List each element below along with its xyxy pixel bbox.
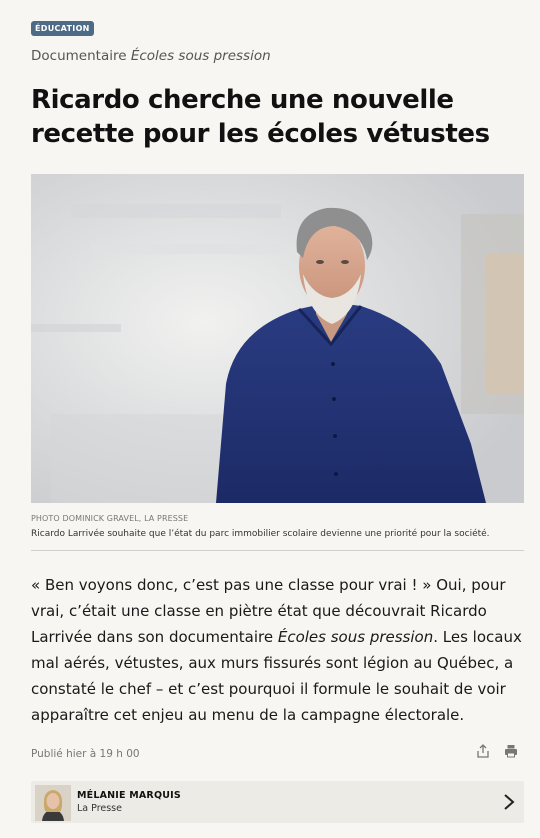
author-card[interactable] bbox=[31, 781, 524, 823]
chevron-right-icon[interactable] bbox=[502, 792, 516, 812]
kicker-title: Écoles sous pression bbox=[130, 48, 271, 64]
kicker bbox=[31, 48, 271, 64]
share-icon[interactable] bbox=[475, 743, 491, 759]
print-icon[interactable] bbox=[503, 743, 519, 759]
photo-caption: Ricardo Larrivée souhaite que l’état du parc immobilier scolaire devienne une priorité pour la société. bbox=[31, 529, 490, 539]
photo-credit: PHOTO DOMINICK GRAVEL, LA PRESSE bbox=[31, 514, 189, 523]
kicker-prefix: Documentaire bbox=[31, 48, 127, 64]
section-badge[interactable]: ÉDUCATION bbox=[31, 21, 94, 36]
article-photo[interactable] bbox=[31, 174, 524, 503]
divider bbox=[31, 550, 524, 551]
publish-date: Publié hier à 19 h 00 bbox=[31, 748, 140, 760]
author-avatar bbox=[35, 785, 71, 821]
author-outlet: La Presse bbox=[77, 803, 122, 814]
lead-text-end: . Les locaux mal aérés, vétustes, aux murs fissurés sont légion au Québec, a constaté le chef – et c’est pourquoi il formule le souhait de voir apparaître cet enjeu au menu de la campagne électorale. bbox=[31, 628, 522, 724]
article-actions bbox=[475, 743, 521, 763]
lead-italic-title: Écoles sous pression bbox=[277, 628, 434, 646]
headline: Ricardo cherche une nouvelle recette pour les écoles vétustes bbox=[31, 85, 490, 149]
author-name: MÉLANIE MARQUIS bbox=[77, 790, 181, 801]
lead-text-start: « Ben voyons donc, c’est pas une classe pour vrai ! » Oui, pour vrai, c’était une classe en piètre état que découvrait Ricardo Larrivée dans son documentaire bbox=[31, 576, 506, 646]
lead-paragraph bbox=[31, 572, 526, 728]
portrait-illustration bbox=[31, 174, 524, 503]
